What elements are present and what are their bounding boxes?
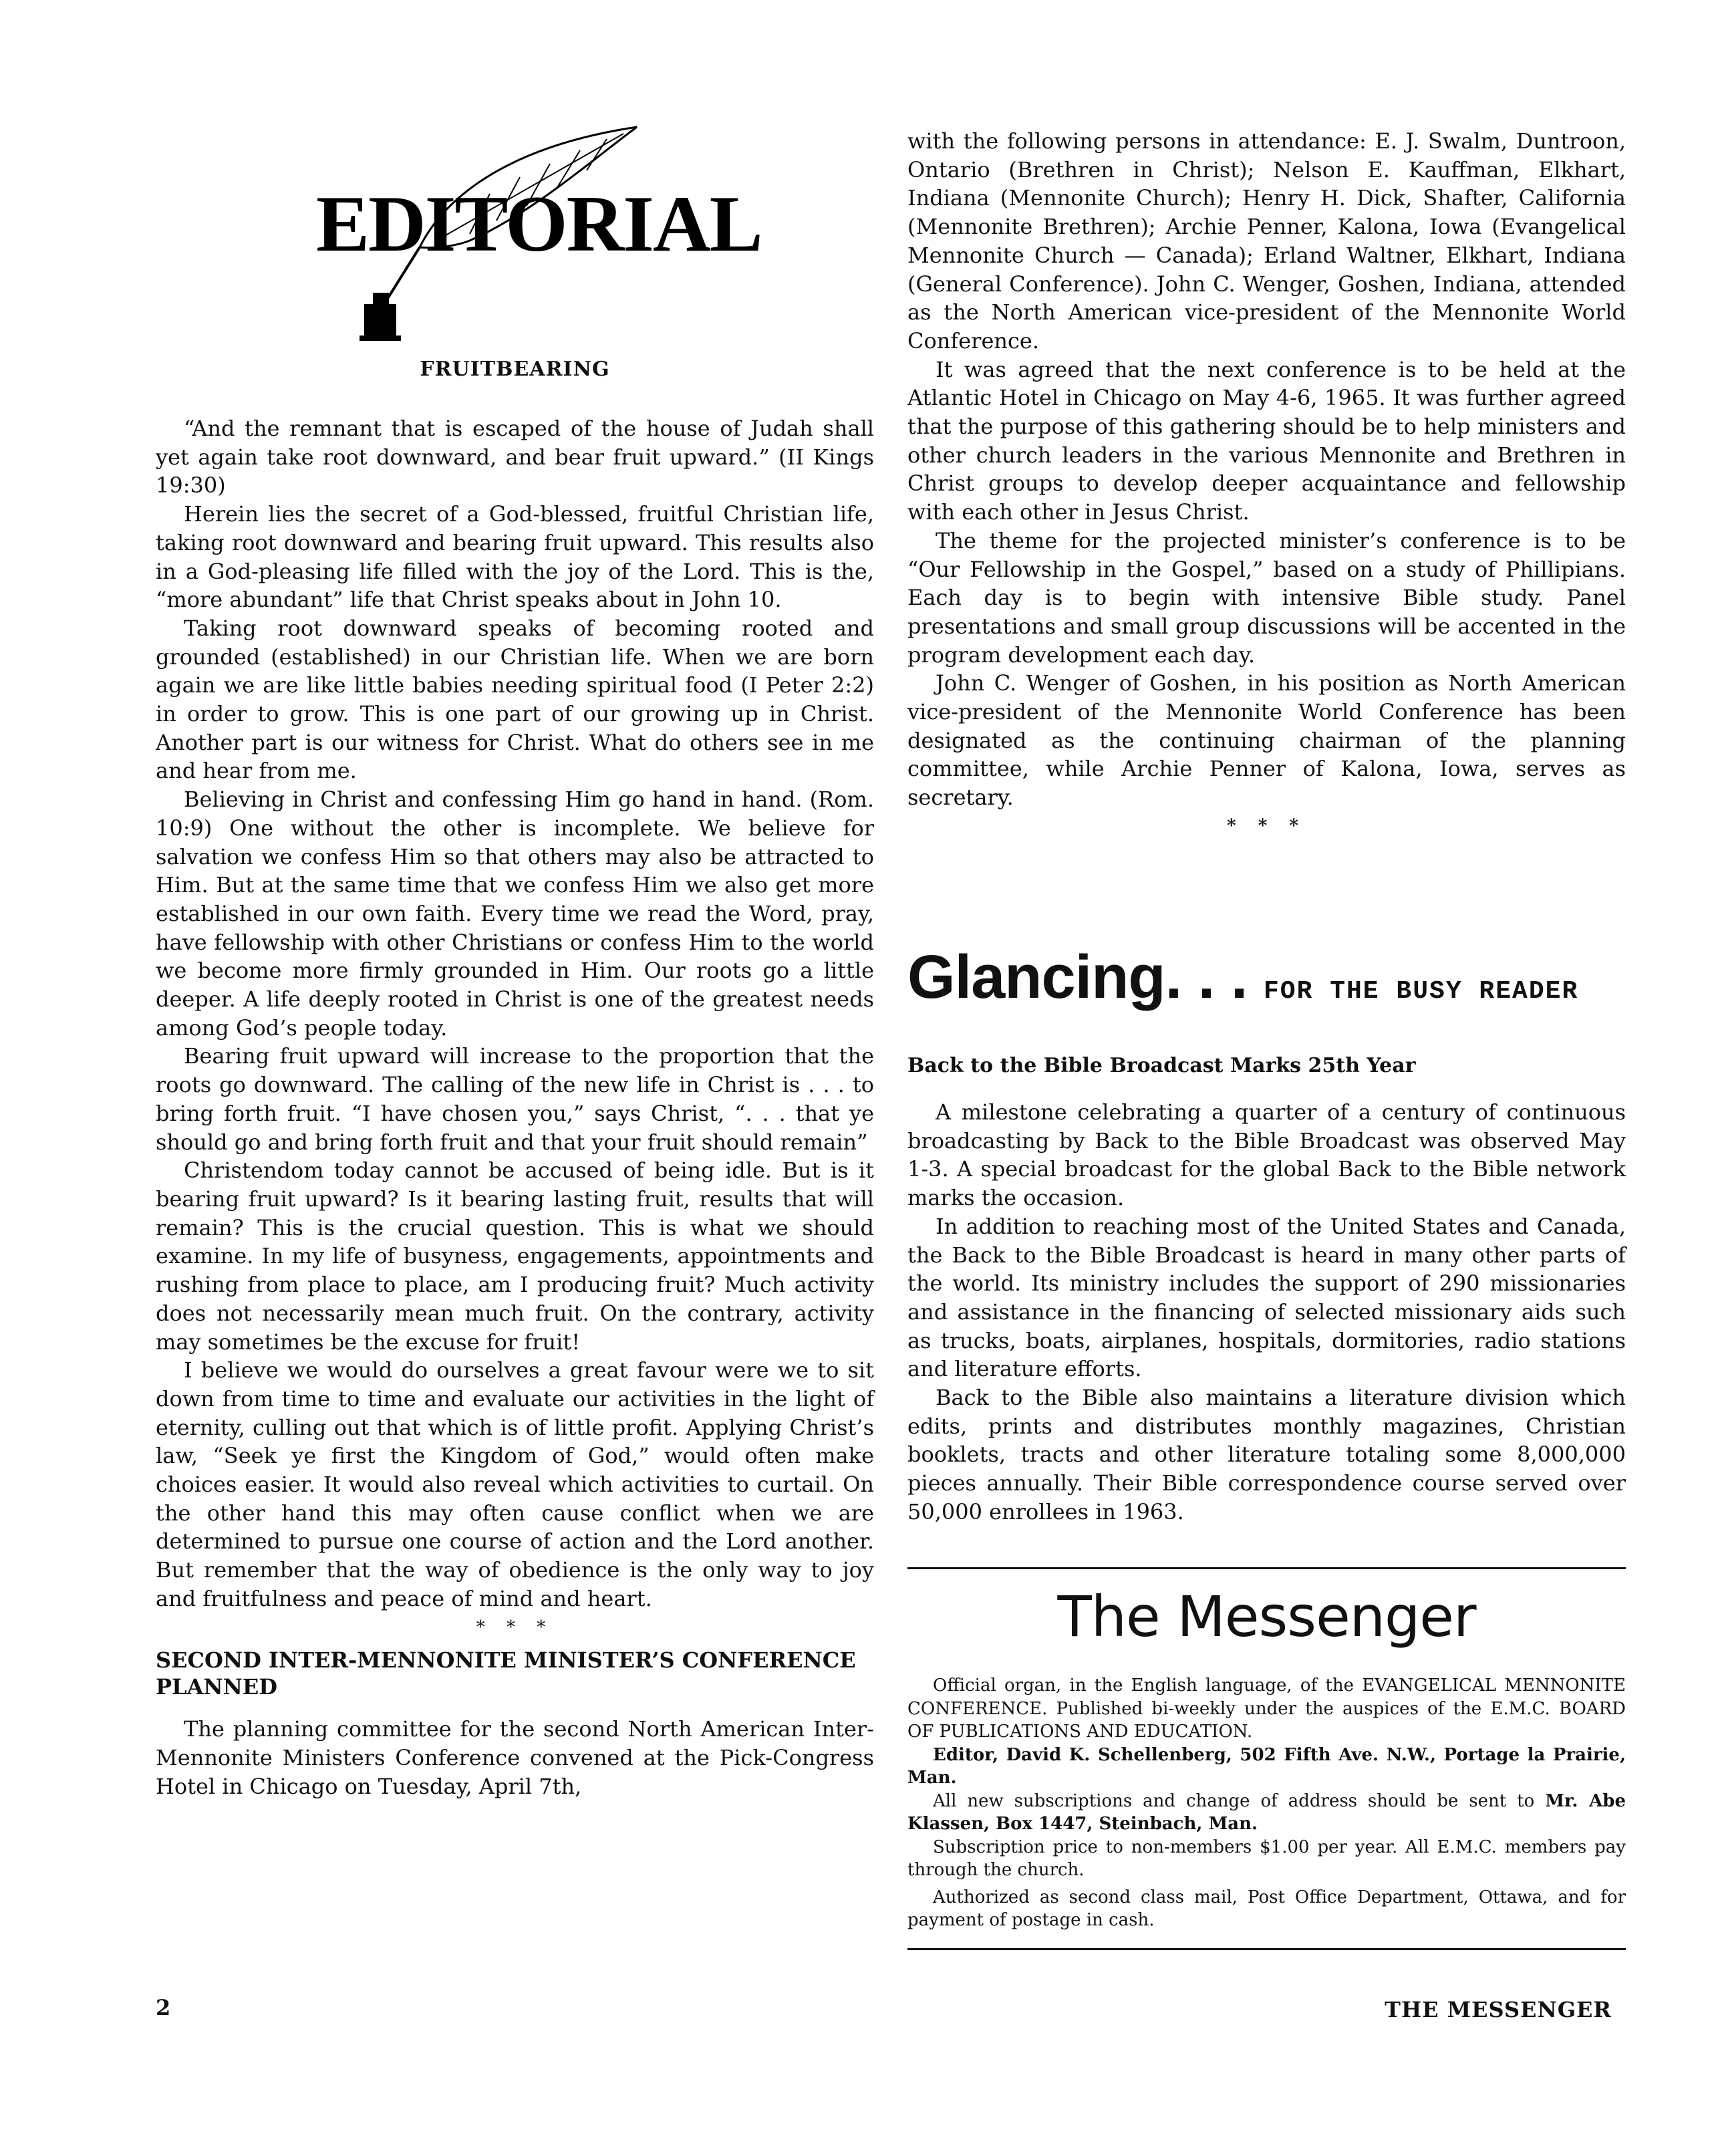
- paragraph: In addition to reaching most of the United States and Canada, the Back to the Bible Broadcast is heard in many other parts of the world. Its ministry includes the support of 290 missionaries and assistance in the financing of selected missionary aids such as trucks, boats, airplanes, hospitals, dormitories, radio stations and literature efforts.: [907, 1213, 1626, 1382]
- section-separator: * * *: [1227, 815, 1306, 836]
- messenger-mail: Authorized as second class mail, Post Office Department, Ottawa, and for payment of postage in cash.: [907, 1887, 1626, 1930]
- paragraph: with the following persons in attendance: E. J. Swalm, Duntroon, Ontario (Brethren in Christ); Nelson E. Kauffman, Elkhart, Indiana (Mennonite Church); Henry H. Dick, Shafter, California (Mennonite Brethren); Archie Penner, Kalona, Iowa (Evangelical Mennonite Church — Canada); Erland Waltner, Elkhart, Indiana (General Conference). John C. Wenger, Goshen, Indiana, attended as the North American vice-president of the Mennonite World Conference.: [907, 128, 1626, 354]
- messenger-subs-address: Mr. Abe Klassen, Box 1447, Steinbach, Man.: [907, 1790, 1626, 1834]
- glancing-headline: Back to the Bible Broadcast Marks 25th Year: [907, 1054, 1416, 1077]
- paragraph: John C. Wenger of Goshen, in his position as North American vice-president of the Mennonite World Conference has been designated as the continuing chairman of the planning committee, while Archie Penner of Kalona, Iowa, serves as secretary.: [907, 670, 1626, 811]
- article-headline: SECOND INTER-MENNONITE MINISTER’S CONFERENCE PLANNED: [156, 1647, 856, 1700]
- right-column: [907, 127, 1626, 841]
- paragraph: It was agreed that the next conference is to be held at the Atlantic Hotel in Chicago on May 4-6, 1965. It was further agreed that the purpose of this gathering should be to help ministers and other church leaders in the various Mennonite and Brethren in Christ groups to develop deeper acquaintance and fellowship with each other in Jesus Christ.: [907, 356, 1626, 525]
- paragraph: Herein lies the secret of a God-blessed, fruitful Christian life, taking root downward and bearing fruit upward. This results also in a God-pleasing life filled with the joy of the Lord. This is the, “more abundant” life that Christ speaks about in John 10.: [156, 501, 874, 613]
- messenger-official: Official organ, in the English language, of the EVANGELICAL MENNONITE CONFERENCE. Published bi-weekly under the auspices of the E.M.C. BOARD OF PUBLICATIONS AND EDUCATION.: [907, 1675, 1626, 1742]
- messenger-title: The Messenger: [1057, 1584, 1476, 1649]
- paragraph: Believing in Christ and confessing Him go hand in hand. (Rom. 10:9) One without the other is incomplete. We believe for salvation we confess Him so that others may also be attracted to Him. But at the same time that we confess Him we also get more established in our own faith. Every time we read the Word, pray, have fellowship with other Christians or confess Him to the world we become more firmly grounded in Him. Our roots go a little deeper. A life deeply rooted in Christ is one of the greatest needs among God’s people today.: [156, 787, 874, 1041]
- paragraph: “And the remnant that is escaped of the house of Judah shall yet again take root downward, and bear fruit upward.” (II Kings 19:30): [156, 416, 874, 499]
- paragraph: Back to the Bible also maintains a literature division which edits, prints and distributes monthly magazines, Christian booklets, tracts and other literature totaling some 8,000,000 pieces annually. Their Bible correspondence course served over 50,000 enrollees in 1963.: [907, 1385, 1626, 1524]
- glancing-heading: [907, 942, 1578, 1013]
- editorial-title: EDITORIAL: [316, 179, 762, 268]
- divider-top: [907, 1567, 1626, 1569]
- glancing-title: Glancing. . .: [907, 943, 1248, 1011]
- editorial-masthead: [156, 120, 762, 351]
- glancing-article: [907, 1053, 1626, 1526]
- section-separator: * * *: [476, 1617, 554, 1637]
- publication-name: THE MESSENGER: [1385, 1997, 1612, 2022]
- messenger-price: Subscription price to non-members $1.00 per year. All E.M.C. members pay through the church.: [907, 1837, 1626, 1880]
- paragraph: I believe we would do ourselves a great favour were we to sit down from time to time and evaluate our activities in the light of eternity, culling out that which is of little profit. Applying Christ’s law, “Seek ye first the Kingdom of God,” would often make choices easier. It would also reveal which activities to curtail. On the other hand this may often cause conflict when we are determined to pursue one course of action and the Lord another. But remember that the way of obedience is the only way to joy and fruitfulness and peace of mind and heart.: [156, 1357, 874, 1611]
- left-column: [156, 414, 874, 1800]
- paragraph: Christendom today cannot be accused of being idle. But is it bearing fruit upward? Is it bearing lasting fruit, results that will remain? This is the crucial question. This is what we should examine. In my life of busyness, engagements, appointments and rushing from place to place, am I producing fruit? Much activity does not necessarily mean much fruit. On the contrary, activity may sometimes be the excuse for fruit!: [156, 1158, 874, 1355]
- messenger-subs: All new subscriptions and change of address should be sent to: [933, 1790, 1546, 1811]
- paragraph: Bearing fruit upward will increase to the proportion that the roots go downward. The calling of the new life in Christ is . . . to bring forth fruit. “I have chosen you,” says Christ, “. . . that ye should go and bring forth fruit and that your fruit should remain”: [156, 1043, 874, 1155]
- messenger-editor: Editor, David K. Schellenberg, 502 Fifth Ave. N.W., Portage la Prairie, Man.: [907, 1744, 1626, 1788]
- editorial-subtitle: FRUITBEARING: [420, 358, 610, 381]
- messenger-info: [907, 1674, 1626, 1932]
- paragraph: A milestone celebrating a quarter of a century of continuous broadcasting by Back to the Bible Broadcast was observed May 1-3. A special broadcast for the global Back to the Bible network marks the occasion.: [907, 1099, 1626, 1211]
- paragraph: The theme for the projected minister’s conference is to be “Our Fellowship in the Gospel,” based on a study of Phillipians. Each day is to begin with intensive Bible study. Panel presentations and small group discussions will be accented in the program development each day.: [907, 527, 1626, 668]
- page-number: 2: [156, 1995, 171, 2020]
- glancing-subtitle: FOR THE BUSY READER: [1263, 977, 1579, 1006]
- paragraph: Taking root downward speaks of becoming rooted and grounded (established) in our Christian life. When we are born again we are like little babies needing spiritual food (I Peter 2:2) in order to grow. This is one part of our growing up in Christ. Another part is our witness for Christ. What do others see in me and hear from me.: [156, 615, 874, 784]
- divider-bottom: [907, 1948, 1626, 1950]
- paragraph: The planning committee for the second North American Inter-Mennonite Ministers Conference convened at the Pick-Congress Hotel in Chicago on Tuesday, April 7th,: [156, 1716, 874, 1799]
